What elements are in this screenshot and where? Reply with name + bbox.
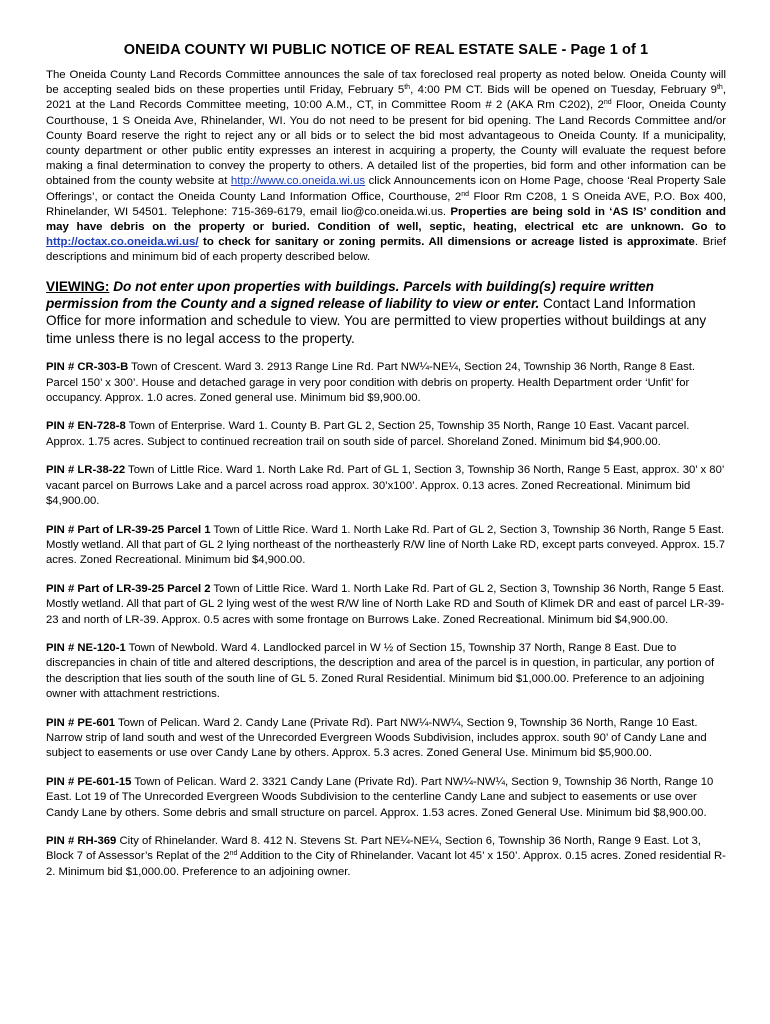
parcel-pin: PIN # NE-120-1 <box>46 641 126 654</box>
page-title: ONEIDA COUNTY WI PUBLIC NOTICE OF REAL ESTATE SALE - Page 1 of 1 <box>123 42 649 58</box>
county-website-link[interactable]: http://www.co.oneida.wi.us <box>230 175 366 188</box>
document-page <box>46 42 726 880</box>
parcel-pin: PIN # RH-369 <box>46 835 117 848</box>
parcel-item: PIN # NE-120-1 Town of Newbold. Ward 4. Landlocked parcel in W ½ of Section 15, Township 37 North, Range 8 East. Due to discrepancies in chain of title and altered descriptions, the description and area of the parcel is in question, in particular, any portion of the description that lies south of the south line of GL 5. Zoned Rural Residential. Minimum bid $1,000.00. Preference to an adjoining owner with attachment restrictions. <box>46 641 715 701</box>
parcel-pin: PIN # Part of LR-39-25 Parcel 1 <box>46 523 211 536</box>
octax-link[interactable]: http://octax.co.oneida.wi.us/ <box>46 236 199 249</box>
viewing-notice: VIEWING: Do not enter upon properties with buildings. Parcels with building(s) require written permission from the County and a signed release of liability to view or enter. Contact Land Information Office for more information and schedule to view. You are permitted to view properties without buildings at any time unless there is no legal access to the property. <box>46 278 707 346</box>
intro-paragraph: The Oneida County Land Records Committee announces the sale of tax foreclosed real property as noted below. Oneida County will be accepting sealed bids on these properties until Friday, February 5th, 4:00 PM CT. Bids will be opened on Tuesday, February 9th, 2021 at the Land Records Committee meeting, 10:00 A.M., CT, in Committee Room # 2 (AKA Rm C202), 2nd Floor, Oneida County Courthouse, 1 S Oneida Ave, Rhinelander, WI. You do not need to be present for bid opening. The Land Records Committee and/or County Board reserve the right to reject any or all bids or to select the bid most advantageous to Oneida County. If a municipality, county department or other public entity expresses an interest in acquiring a property, the County will evaluate the request before making a final determination to convey the property to others. A detailed list of the properties, bid form and other information can be obtained from the county website at http://www.co.oneida.wi.us click Announcements icon on Home Page, choose ‘Real Property Sale Offerings’, or contact the Oneida County Land Information Office, Courthouse, 2nd Floor Rm C208, 1 S Oneida AVE, P.O. Box 400, Rhinelander, WI 54501. Telephone: 715-369-6179, email lio@co.oneida.wi.us. Properties are being sold in ‘AS IS’ condition and may have debris on the property or buried. Condition of well, septic, heating, electrical etc are unknown. Go to http://octax.co.oneida.wi.us/ to check for sanitary or zoning permits. All dimensions or acreage listed is approximate. Brief descriptions and minimum bid of each property described below. <box>46 69 727 264</box>
parcel-pin: PIN # Part of LR-39-25 Parcel 2 <box>46 582 211 595</box>
parcel-item: PIN # EN-728-8 Town of Enterprise. Ward 1. County B. Part GL 2, Section 25, Township 35 North, Range 10 East. Vacant parcel. Approx. 1.75 acres. Subject to continued recreation trail on south side of parcel. Shoreland Zoned. Minimum bid $4,900.00. <box>46 420 690 448</box>
parcel-item: PIN # Part of LR-39-25 Parcel 1 Town of Little Rice. Ward 1. North Lake Rd. Part of GL 2, Section 3, Township 36 North, Range 5 East. Mostly wetland. All that part of GL 2 lying northeast of the northeasterly R/W line of North Lake RD, except parts conveyed. Approx. 15.7 acres. Zoned Recreational. Minimum bid $4,900.00. <box>46 523 725 567</box>
parcel-pin: PIN # CR-303-B <box>46 361 129 374</box>
parcel-pin: PIN # LR-38-22 <box>46 464 126 477</box>
parcel-list <box>46 360 726 880</box>
viewing-label: VIEWING: <box>46 278 110 294</box>
parcel-pin: PIN # PE-601 <box>46 716 116 729</box>
parcel-item: PIN # CR-303-B Town of Crescent. Ward 3. 2913 Range Line Rd. Part NW¼-NE¼, Section 24, Township 36 North, Range 8 East. Parcel 150’ x 300’. House and detached garage in very poor condition with debris on property. Health Department order ‘Unfit’ for occupancy. Approx. 1.0 acres. Zoned general use. Minimum bid $9,900.00. <box>46 361 696 405</box>
parcel-item: PIN # PE-601-15 Town of Pelican. Ward 2. 3321 Candy Lane (Private Rd). Part NW¼-NW¼, Section 9, Township 36 North, Range 10 East. Lot 19 of The Unrecorded Evergreen Woods Subdivision to the centerline Candy Lane and subject to easements or use over Candy Lane by others. Some debris and small structure on parcel. Approx. 1.53 acres. Zoned General Use. Minimum bid $8,900.00. <box>46 775 714 819</box>
parcel-pin: PIN # EN-728-8 <box>46 420 126 433</box>
parcel-pin: PIN # PE-601-15 <box>46 775 132 788</box>
parcel-item: PIN # LR-38-22 Town of Little Rice. Ward 1. North Lake Rd. Part of GL 1, Section 3, Township 36 North, Range 5 East, approx. 30’ x 80’ vacant parcel on Burrows Lake and a parcel across road approx. 30’x100’. Approx. 0.13 acres. Zoned Recreational. Minimum bid $4,900.00. <box>46 464 724 508</box>
parcel-item: PIN # RH-369 City of Rhinelander. Ward 8. 412 N. Stevens St. Part NE¼-NE¼, Section 6, Township 36 North, Range 9 East. Lot 3, Block 7 of Assessor’s Replat of the 2nd Addition to the City of Rhinelander. Vacant lot 45’ x 150’. Approx. 0.15 acres. Zoned residential R-2. Minimum bid $1,000.00. Preference to an adjoining owner. <box>46 835 726 878</box>
parcel-item: PIN # Part of LR-39-25 Parcel 2 Town of Little Rice. Ward 1. North Lake Rd. Part of GL 2, Section 3, Township 36 North, Range 5 East. Mostly wetland. All that part of GL 2 lying west of the west R/W line of North Lake RD and South of Klimek DR and east of parcel LR-39-23 and north of LR-39. Approx. 0.5 acres with some frontage on Burrows Lake. Zoned Recreational. Minimum bid $4,900.00. <box>46 582 725 626</box>
parcel-item: PIN # PE-601 Town of Pelican. Ward 2. Candy Lane (Private Rd). Part NW¼-NW¼, Section 9, Township 36 North, Range 10 East. Narrow strip of land south and west of the Unrecorded Evergreen Woods Subdivision, includes approx. south 90’ of Candy Lane and subject to easements or use over Candy Lane by others. Approx. 5.3 acres. Zoned General Use. Minimum bid $5,900.00. <box>46 716 707 760</box>
